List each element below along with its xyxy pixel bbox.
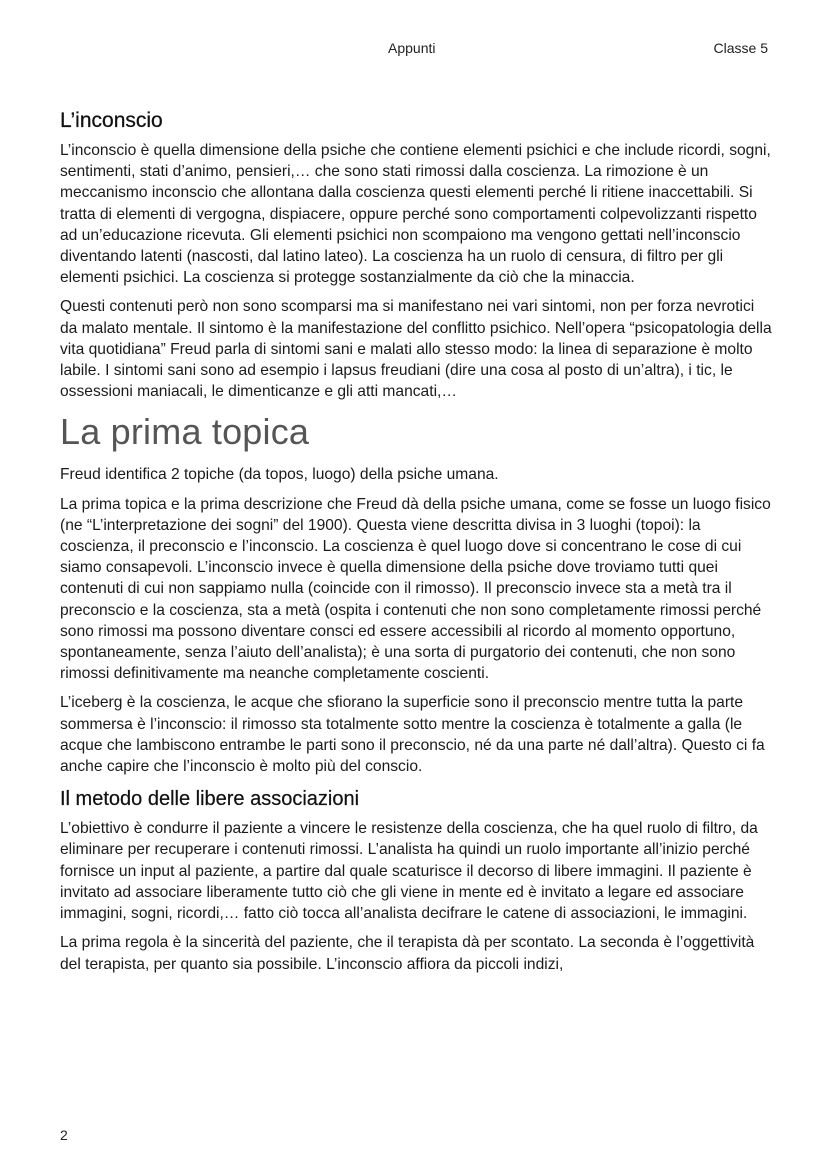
section-title-prima-topica: La prima topica bbox=[60, 411, 310, 453]
page-header bbox=[0, 38, 828, 60]
paragraph: Questi contenuti però non sono scomparsi ma si manifestano nei vari sintomi, non per forza nevrotici da malato mentale. Il sintomo è la manifestazione del conflitto psichico. Nell’opera “psicopatologia della vita quotidiana” Freud parla di sintomi sani e malati allo stesso modo: la linea di separazione è molto labile. I sintomi sani sono ad esempio i lapsus freudiani (dire una cosa al posto di un’altra), i tic, le ossessioni maniacali, le dimenticanze e gli atti mancati,… bbox=[60, 298, 772, 401]
paragraph: Freud identifica 2 topiche (da topos, luogo) della psiche umana. bbox=[60, 466, 499, 484]
paragraph: L’inconscio è quella dimensione della psiche che contiene elementi psichici e che include ricordi, sogni, sentimenti, stati d’animo, pensieri,… che sono stati rimossi dalla coscienza. La rimozione è un meccanismo inconscio che allontana dalla coscienza questi elementi perché li ritiene inaccettabili. Si tratta di elementi di vergogna, dispiacere, oppure perché sono comportamenti colpevolizzanti rispetto ad un’educazione ricevuta. Gli elementi psichici non scompaiono ma vengono gettati nell’inconscio diventando latenti (nascosti, dal latino lateo). La coscienza ha un ruolo di censura, di filtro per gli elementi psichici. La coscienza si protegge sostanzialmente da ciò che la minaccia. bbox=[60, 142, 771, 287]
document-body bbox=[60, 108, 772, 983]
paragraph: La prima topica e la prima descrizione che Freud dà della psiche umana, come se fosse un luogo fisico (ne “L’interpretazione dei sogni” del 1900). Questa viene descritta divisa in 3 luoghi (topoi): la coscienza, il preconscio e l’inconscio. La coscienza è quel luogo dove si concentrano le cose di cui siamo consapevoli. L’inconscio invece è quella dimensione della psiche dove troviamo tutti quei contenuti di cui non sappiamo nulla (coincide con il rimosso). Il preconscio invece sta a metà tra il preconscio e la coscienza, sta a metà (ospita i contenuti che non sono completamente rimossi perché sono rimossi ma possono diventare consci ed essere accessibili al ricordo al momento opportuno, spontaneamente, senza l’aiuto dell’analista); è una sorta di purgatorio dei contenuti, che non sono rimossi definitivamente ma neanche completamente coscienti. bbox=[60, 495, 771, 683]
paragraph: La prima regola è la sincerità del paziente, che il terapista dà per scontato. La seconda è l’oggettività del terapista, per quanto sia possibile. L’inconscio affiora da piccoli indizi, bbox=[60, 934, 755, 973]
section-title-inconscio: L’inconscio bbox=[60, 109, 163, 132]
section-title-metodo: Il metodo delle libere associazioni bbox=[60, 788, 360, 811]
page-number: 2 bbox=[60, 1127, 68, 1143]
paragraph: L’obiettivo è condurre il paziente a vincere le resistenze della coscienza, che ha quel ruolo di filtro, da eliminare per recuperare i contenuti rimossi. L’analista ha quindi un ruolo importante all’inizio perché fornisce un input al paziente, a partire dal quale scaturisce il decorso di libere immagini. Il paziente è invitato ad associare liberamente tutto ciò che gli viene in mente ed è invitato a legare ed associare immagini, sogni, ricordi,… fatto ciò tocca all’analista decifrare le catene di associazioni, le immagini. bbox=[60, 820, 758, 923]
paragraph: L’iceberg è la coscienza, le acque che sfiorano la superficie sono il preconscio mentre tutta la parte sommersa è l’inconscio: il rimosso sta totalmente sotto mentre la coscienza è totalmente a galla (le acque che lambiscono entrambe le parti sono il preconscio, né da una parte né dall’altra). Questo ci fa anche capire che l’inconscio è molto più del conscio. bbox=[60, 694, 765, 776]
header-class-label: Classe 5 bbox=[713, 40, 768, 56]
header-title: Appunti bbox=[388, 40, 436, 56]
